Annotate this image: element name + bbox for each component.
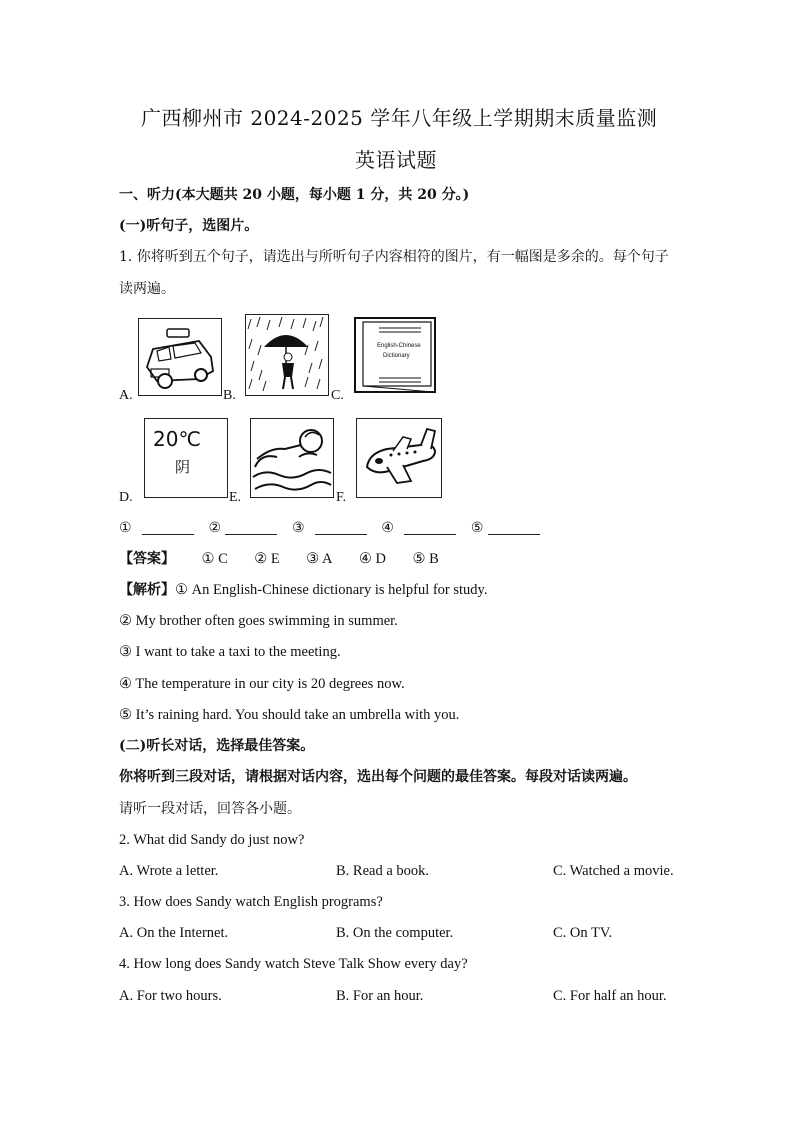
- picture-label-d: D.: [119, 490, 133, 505]
- question-3-option-b[interactable]: B. On the computer.: [336, 925, 454, 941]
- sectionA-instruction-2: 读两遍。: [119, 281, 175, 297]
- taxi-icon: [138, 318, 222, 396]
- sectionB-heading: (二)听长对话，选择最佳答案。: [119, 738, 315, 754]
- analysis-4: ④ The temperature in our city is 20 degrees now.: [119, 676, 405, 692]
- analysis-3: ③ I want to take a taxi to the meeting.: [119, 644, 341, 660]
- picture-label-c: C.: [331, 388, 344, 403]
- question-4-option-b[interactable]: B. For an hour.: [336, 988, 424, 1004]
- blank-5[interactable]: [488, 522, 540, 535]
- part1-heading: 一、听力(本大题共 20 小题，每小题 1 分，共 20 分。): [119, 187, 470, 203]
- question-4-option-c[interactable]: C. For half an hour.: [553, 988, 667, 1004]
- analysis-5: ⑤ It’s raining hard. You should take an umbrella with you.: [119, 707, 460, 723]
- umbrella-rain-icon: [245, 314, 329, 396]
- analysis-line-1: [119, 583, 488, 598]
- question-4: 4. How long does Sandy watch Steve Talk Show every day?: [119, 956, 468, 972]
- blank-3-marker: ③: [291, 520, 305, 536]
- blank-2-marker: ②: [208, 520, 222, 536]
- picture-label-e: E.: [229, 490, 242, 505]
- picture-label-f: F.: [336, 490, 347, 505]
- sectionB-instruction: 你将听到三段对话，请根据对话内容，选出每个问题的最佳答案。每段对话读两遍。: [119, 769, 637, 785]
- answer-label: 【答案】: [119, 551, 175, 567]
- swimmer-icon: [250, 418, 334, 498]
- analysis-label: 【解析】: [119, 582, 175, 598]
- blank-2[interactable]: [225, 522, 277, 535]
- blank-3[interactable]: [315, 522, 367, 535]
- blank-4[interactable]: [404, 522, 456, 535]
- answer-2: ② E: [254, 551, 280, 567]
- answer-5: ⑤ B: [412, 551, 439, 567]
- question-2: 2. What did Sandy do just now?: [119, 832, 305, 848]
- page-title: 广西柳州市 2024-2025 学年八年级上学期期末质量监测: [141, 106, 658, 130]
- weather-condition: 阴: [175, 458, 191, 476]
- weather-temperature: 20℃: [153, 427, 201, 451]
- blank-5-marker: ⑤: [470, 520, 484, 536]
- blank-1-marker: ①: [119, 520, 132, 536]
- answer-4: ④ D: [358, 551, 386, 567]
- dictionary-text-1: English-Chinese: [377, 343, 421, 349]
- answer-line: [119, 552, 439, 567]
- question-2-option-b[interactable]: B. Read a book.: [336, 863, 430, 879]
- dictionary-text-2: Dictionary: [383, 353, 410, 359]
- weather-icon: [144, 418, 228, 498]
- picture-label-a: A.: [119, 388, 133, 403]
- airplane-icon: [356, 418, 442, 498]
- answer-blanks: [119, 521, 550, 535]
- sectionB-sub-instruction: 请听一段对话，回答各小题。: [119, 801, 301, 817]
- question-2-option-c[interactable]: C. Watched a movie.: [553, 863, 674, 879]
- answer-1: ① C: [201, 551, 228, 567]
- analysis-1: ① An English-Chinese dictionary is helpful for study.: [175, 582, 488, 598]
- question-3-option-a[interactable]: A. On the Internet.: [119, 925, 229, 941]
- question-4-option-a[interactable]: A. For two hours.: [119, 988, 222, 1004]
- question-2-option-a[interactable]: A. Wrote a letter.: [119, 863, 219, 879]
- analysis-2: ② My brother often goes swimming in summer.: [119, 613, 398, 629]
- sectionA-instruction-1: 1. 你将听到五个句子，请选出与所听句子内容相符的图片，有一幅图是多余的。每个句子: [119, 249, 669, 265]
- question-3-option-c[interactable]: C. On TV.: [553, 925, 613, 941]
- page-subtitle: 英语试题: [355, 148, 437, 172]
- answer-3: ③ A: [306, 551, 333, 567]
- sectionA-heading: (一)听句子，选图片。: [119, 218, 259, 234]
- blank-4-marker: ④: [381, 520, 394, 536]
- picture-label-b: B.: [223, 388, 236, 403]
- dictionary-icon: [353, 316, 439, 396]
- question-3: 3. How does Sandy watch English programs?: [119, 894, 383, 910]
- blank-1[interactable]: [142, 522, 194, 535]
